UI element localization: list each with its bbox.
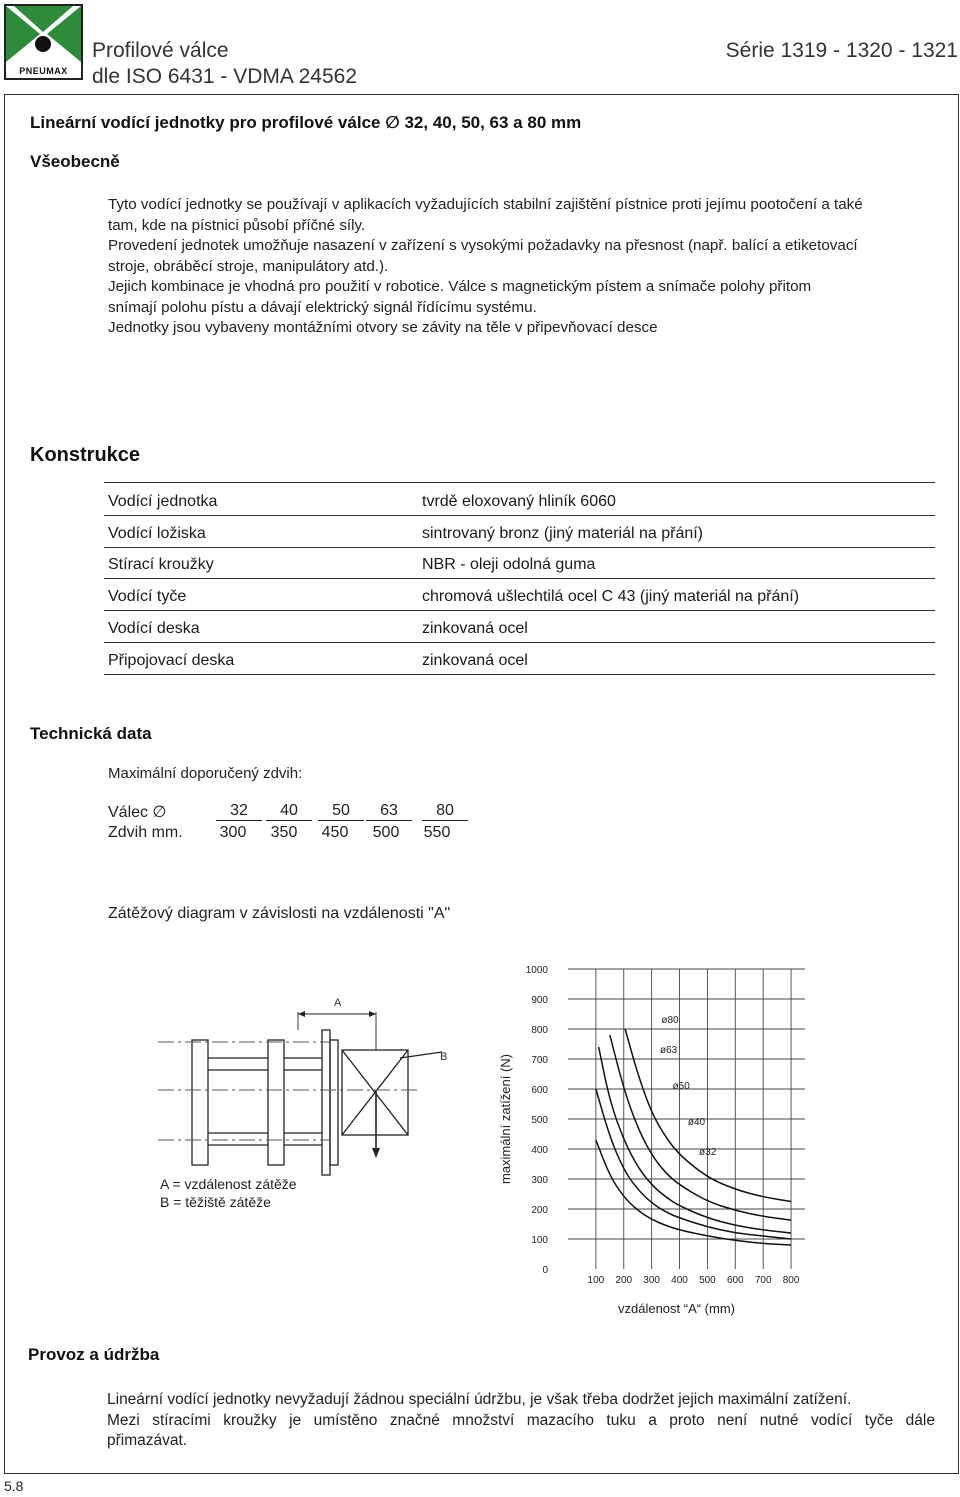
chart-x-tick-label: 600 — [726, 1275, 744, 1286]
maintenance-heading: Provoz a údržba — [28, 1345, 160, 1364]
stroke-value: 300 — [219, 824, 247, 841]
chart-ticks — [526, 965, 800, 1286]
maintenance-line: Mezi stíracími kroužky je umístěno značné množství mazacího tuku a proto není nutné vodící tyče dále — [107, 1411, 935, 1429]
materials-row — [104, 611, 935, 643]
bore-label: Válec ∅ — [108, 804, 167, 821]
technical-heading: Technická data — [30, 724, 152, 743]
materials-row — [104, 579, 935, 611]
chart-series-lines — [596, 1029, 791, 1245]
material-value: sintrovaný bronz (jiný materiál na přání) — [422, 525, 704, 542]
chart-y-tick-label: 900 — [531, 995, 548, 1006]
load-chart — [490, 955, 820, 1325]
header-series: Série 1319 - 1320 - 1321 — [725, 39, 958, 62]
material-value: zinkovaná ocel — [422, 652, 528, 669]
legend-a: A = vzdálenost zátěže — [160, 1176, 297, 1192]
chart-x-tick-label: 800 — [782, 1275, 800, 1286]
general-line: tam, kde na pístnici působí příčné síly. — [108, 216, 366, 234]
drawing-front-plate — [322, 1030, 330, 1175]
chart-x-tick-label: 100 — [587, 1275, 605, 1286]
logo-emblem-icon — [6, 6, 81, 64]
bore-value: 32 — [216, 802, 262, 821]
materials-row — [104, 547, 935, 579]
maintenance-line: Lineární vodící jednotky nevyžadují žádnou speciální údržbu, je však třeba dodržet jejich maximální zatížení. — [107, 1391, 852, 1408]
chart-y-tick-label: 300 — [531, 1175, 548, 1186]
chart-x-tick-label: 400 — [671, 1275, 688, 1286]
material-part: Vodící tyče — [108, 588, 187, 605]
materials-row — [104, 516, 935, 548]
chart-series-label: ø50 — [672, 1081, 690, 1092]
chart-y-tick-label: 100 — [531, 1235, 548, 1246]
page-number: 5.8 — [4, 1478, 24, 1494]
maintenance-line: přimazávat. — [107, 1432, 188, 1449]
chart-y-tick-label: 0 — [542, 1265, 548, 1276]
material-value: chromová ušlechtilá ocel C 43 (jiný materiál na přání) — [422, 588, 800, 605]
drawing-plate-middle — [268, 1040, 284, 1165]
chart-series-labels — [660, 1015, 717, 1158]
drawing-plate-left — [192, 1040, 208, 1165]
chart-x-tick-label: 300 — [643, 1275, 660, 1286]
material-value: zinkovaná ocel — [422, 620, 528, 637]
stroke-value: 350 — [270, 824, 298, 841]
chart-x-axis-label: vzdálenost “A“ (mm) — [617, 1301, 736, 1316]
chart-y-tick-label: 1000 — [525, 965, 548, 976]
chart-series-label: ø80 — [661, 1015, 679, 1026]
chart-y-tick-label: 400 — [531, 1145, 548, 1156]
stroke-values — [210, 824, 470, 844]
chart-y-tick-label: 500 — [531, 1115, 548, 1126]
page-frame-left — [4, 94, 5, 1474]
materials-row — [104, 643, 935, 675]
chart-y-tick-label: 600 — [531, 1085, 548, 1096]
stroke-row-label: Zdvih mm. — [108, 824, 183, 841]
general-line: snímají polohu pístu a dávají elektrický signál řídícímu systému. — [108, 298, 537, 316]
chart-series-label: ø40 — [687, 1117, 706, 1128]
material-part: Stírací kroužky — [108, 556, 214, 573]
general-line: stroje, obráběcí stroje, manipulátory atd.). — [108, 257, 389, 275]
general-text — [108, 195, 938, 339]
chart-y-tick-label: 200 — [531, 1205, 548, 1216]
stroke-label: Maximální doporučený zdvih: — [108, 765, 303, 782]
chart-series-line — [625, 1029, 791, 1202]
materials-row — [104, 484, 935, 516]
general-line: Tyto vodící jednotky se používají v aplikacích vyžadujících stabilní zajištění pístnice proti jejímu pootočení a také — [108, 196, 863, 213]
page-title: Lineární vodící jednotky pro profilové válce ∅ 32, 40, 50, 63 a 80 mm — [30, 113, 582, 132]
logo-text: PNEUMAX — [19, 66, 68, 76]
bore-value: 63 — [366, 802, 412, 821]
diagram-title: Zátěžový diagram v závislosti na vzdálenosti "A" — [108, 905, 451, 922]
header-title-line1: Profilové válce — [92, 39, 229, 62]
material-part: Vodící deska — [108, 620, 200, 637]
material-part: Vodící ložiska — [108, 525, 206, 542]
chart-grid — [568, 969, 805, 1269]
materials-table-top-rule — [104, 482, 935, 483]
general-line: Jednotky jsou vybaveny montážními otvory se závity na těle v připevňovací desce — [108, 319, 658, 336]
chart-x-tick-label: 200 — [615, 1275, 633, 1286]
material-value: NBR - oleji odolná guma — [422, 556, 596, 573]
stroke-value: 500 — [372, 824, 400, 841]
legend-b: B = těžiště zátěže — [160, 1194, 271, 1210]
construction-heading: Konstrukce — [30, 444, 141, 466]
general-line: Jejich kombinace je vhodná pro použití v robotice. Válce s magnetickým pístem a snímače polohy přitom — [108, 278, 812, 295]
chart-x-tick-label: 700 — [754, 1275, 772, 1286]
chart-y-tick-label: 800 — [531, 1025, 548, 1036]
material-part: Připojovací deska — [108, 652, 235, 669]
bore-value: 40 — [266, 802, 312, 821]
chart-series-label: ø63 — [660, 1045, 678, 1056]
header-title-line2: dle ISO 6431 - VDMA 24562 — [92, 65, 357, 88]
drawing-label-b: B — [440, 1051, 448, 1063]
general-line: Provedení jednotek umožňuje nasazení v zařízení s vysokými požadavky na přesnost (např. balící a etiketovací — [108, 237, 858, 254]
drawing-label-a: A — [334, 997, 342, 1009]
stroke-value: 550 — [423, 824, 451, 841]
bore-value: 80 — [422, 802, 468, 821]
stroke-value: 450 — [321, 824, 349, 841]
material-part: Vodící jednotka — [108, 493, 218, 510]
chart-x-tick-label: 500 — [699, 1275, 716, 1286]
bore-value: 50 — [318, 802, 364, 821]
chart-series-line — [599, 1047, 791, 1233]
general-heading: Všeobecně — [30, 152, 120, 171]
chart-series-label: ø32 — [699, 1147, 717, 1158]
chart-y-tick-label: 700 — [531, 1055, 548, 1066]
maintenance-text — [107, 1390, 935, 1452]
material-value: tvrdě eloxovaný hliník 6060 — [422, 493, 616, 510]
chart-y-axis-label: maximální zatížení (N) — [498, 1053, 513, 1185]
company-logo — [4, 4, 83, 80]
bore-values — [210, 802, 470, 822]
